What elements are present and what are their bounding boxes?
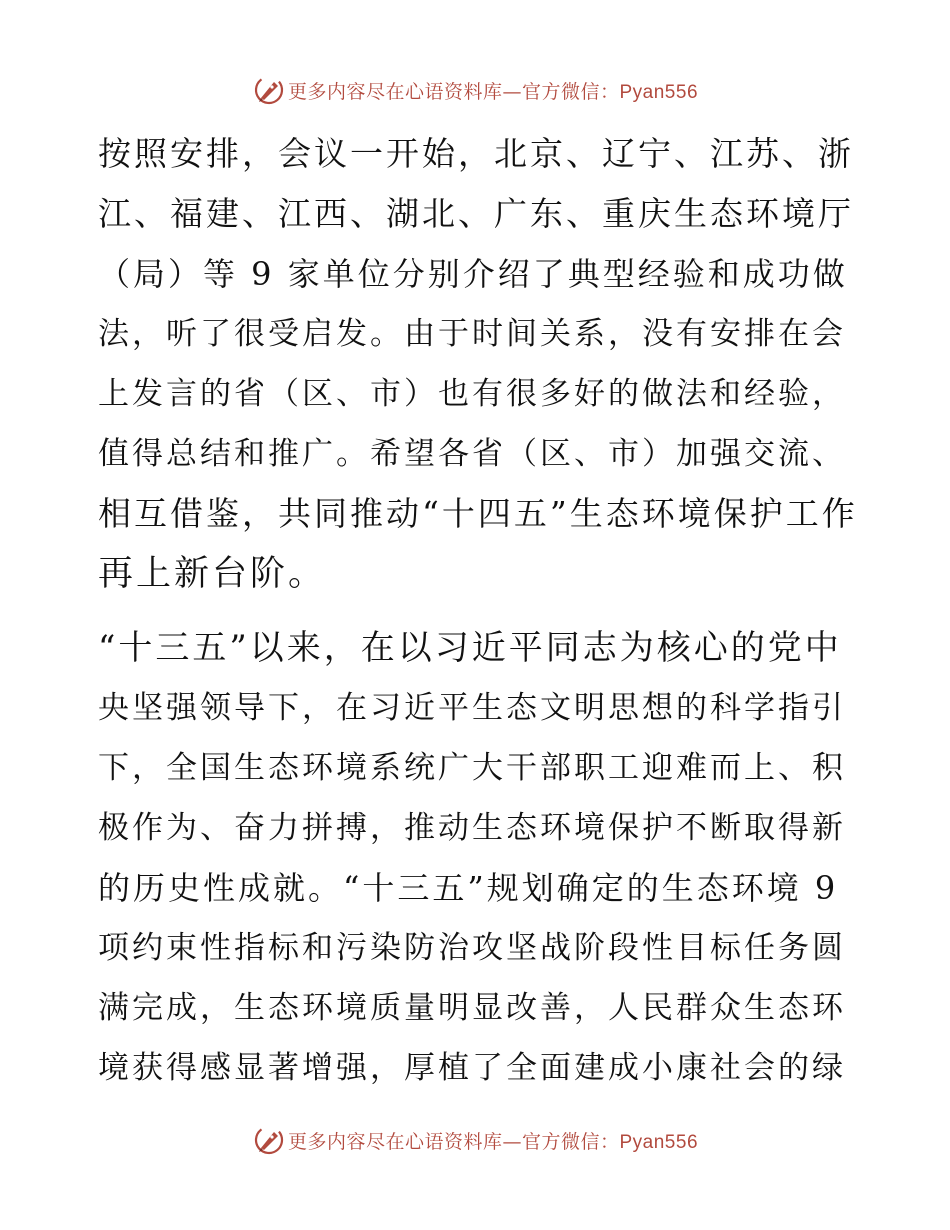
paragraph-line: 江、福建、江西、湖北、广东、重庆生态环境厅 <box>98 194 854 233</box>
paragraph-line: 值得总结和推广。希望各省（区、市）加强交流、 <box>98 436 846 472</box>
paragraph-line: 下，全国生态环境系统广大干部职工迎难而上、积 <box>98 750 846 786</box>
header-banner-text <box>288 77 698 104</box>
paragraph-line: 境获得感显著增强，厚植了全面建成小康社会的绿 <box>98 1050 846 1086</box>
paragraph-line: 法，听了很受启发。由于时间关系，没有安排在会 <box>98 316 846 352</box>
paragraph-line: （局）等 9 家单位分别介绍了典型经验和成功做 <box>98 255 848 293</box>
header-dash: — <box>502 80 522 103</box>
paragraph-line: 项约束性指标和污染防治攻坚战阶段性目标任务圆 <box>98 930 846 966</box>
header-wechat-id: Pyan556 <box>619 81 699 103</box>
paragraph-line: 满完成，生态环境质量明显改善，人民群众生态环 <box>98 990 846 1026</box>
paragraph-line: 按照安排，会议一开始，北京、辽宁、江苏、浙 <box>98 134 854 173</box>
paragraph-line: 央坚强领导下，在习近平生态文明思想的科学指引 <box>98 690 846 726</box>
paragraph-line: 极作为、奋力拼搏，推动生态环境保护不断取得新 <box>98 810 846 846</box>
pen-nib-logo-icon <box>252 73 286 107</box>
header-brand: 更多内容尽在心语资料库 <box>287 80 503 103</box>
paragraph-line: 的历史性成就。“十三五”规划确定的生态环境 9 <box>98 869 839 907</box>
footer-banner <box>0 1120 950 1160</box>
header-wechat-label: 官方微信： <box>521 80 620 103</box>
footer-wechat-id: Pyan556 <box>619 1131 699 1153</box>
footer-brand: 更多内容尽在心语资料库 <box>287 1130 503 1153</box>
paragraph-line: 相互借鉴，共同推动“十四五”生态环境保护工作 <box>98 494 858 533</box>
footer-banner-text <box>288 1127 698 1154</box>
paragraph-line: 上发言的省（区、市）也有很多好的做法和经验， <box>98 376 846 412</box>
footer-dash: — <box>502 1130 522 1153</box>
header-banner <box>0 70 950 110</box>
pen-nib-logo-icon <box>252 1123 286 1157</box>
paragraph-line: “十三五”以来，在以习近平同志为核心的党中 <box>98 628 842 668</box>
footer-wechat-label: 官方微信： <box>521 1130 620 1153</box>
paragraph-line: 再上新台阶。 <box>98 554 327 594</box>
